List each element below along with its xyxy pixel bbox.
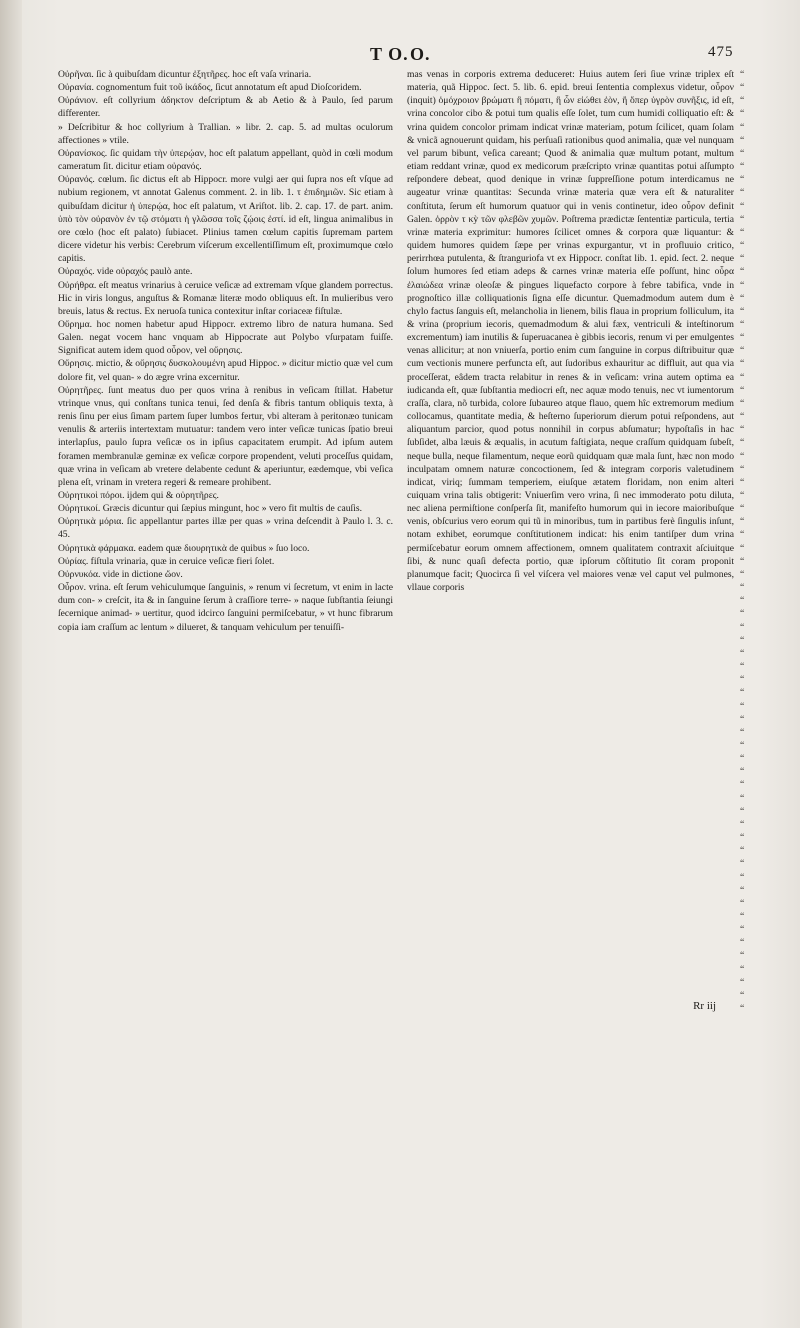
lexicon-entry: Οὐρανός. cœlum. ſic dictus eſt ab Hippocr. more vulgi aer qui ſupra nos eſt vſque ad nubium regionem, vt annotat Galenus comment. 2. in lib. 1. τ ἐπιδημιῶν. Sic etiam à quibuſdam dicitur ἡ ὑπερῴα, hoc eſt palatum, vt Ariſtot. lib. 2. cap. 17. de part. anim. ὑπὸ τὸν οὐρανὸν ἐν τῷ στόματι ἡ γλῶσσα τοῖς ζῴοις ἐστί. id eſt, lingua animalibus in ore cœlo (hoc eſt palato) ſubiacet. Plinius tamen cœlum capitis ſupremam partem dicere videtur his verbis: Cerebrum viſcerum excellentiſſimum eſt, proximumque cœlo capitis. [58,174,393,265]
lexicon-entry: Οὐράνιον. eſt collyrium ἀδηκτον deſcriptum & ab Aetio & à Paulo, ſed parum differenter. [58,95,393,120]
lexicon-entry: Οὐρανίσκος. ſic quidam τὴν ὑπερῴαν, hoc eſt palatum appellant, quòd in cœli modum cameratum ſit. dicitur etiam οὐρανός. [58,147,393,173]
lexicon-entry: Οὐρητικοί. Græcis dicuntur qui ſæpius mingunt, hoc » vero fit multis de cauſis. [58,503,362,515]
lexicon-entry: Οὐρήθρα. eſt meatus vrinarius à ceruice veſicæ ad extremam vſque glandem porrectus. Hic in viris longus, anguſtus & Romanæ literæ modo obliquus eſt. In mulieribus vero breuis, latus & rectus. Ex neruoſa tunica contexitur inſtar coriaceæ fiſtulæ. [58,279,393,317]
lexicon-entry: Οὐρῆναι. ſic à quibuſdam dicuntur ἐξητῆρες. hoc eſt vaſa vrinaria. [58,69,312,80]
lexicon-entry: Οὐρανία. cognomentum fuit τοῦ ἰκάδος, ſicut annotatum eſt apud Dioſcoridem. [58,82,362,94]
lexicon-entry: Οὐρητικὰ φάρμακα. eadem quæ διουρητικὰ de quibus » ſuo loco. [58,542,310,554]
lexicon-entry: Οὐρητῆρες. ſunt meatus duo per quos vrina à renibus in veſicam ſtillat. Habetur vtrinque vnus, qui conſtans tunica tenui, ſed denſa & fibris tantum obliquis texta, à renis ſinu per eius ſimam partem ſuper lumbos fertur, vbi alteram à peritonæo tunicam venulis & arteriis intertextam mutuatur: tandem vero inter veſicæ tunicas ſpatio breui interlapſus, paulo ſupra veſicæ os in ipſius capacitatem erumpit. Ad ipſum autem foramen membranulæ geminæ ex veſicæ corpore propendent, veluti proceſſus quidam, quæ vrina in veſicam ab vretere delabente cedunt & aperiuntur, eædemque, vbi veſica plena eſt, vrinam in vretera regeri & remeare prohibent. [58,384,393,488]
lexicon-entry: Οὖρον. vrina. eſt ſerum vehiculumque ſanguinis, » renum vi ſecretum, vt enim in lacte dum con- » creſcit, ita & in ſanguine ſerum à craſſiore terre- » naque ſubſtantia ſeiungi ſecernique animad- » uertitur, quod idcirco ſanguini permiſcebatur, » vt hunc fibrarum copia iam craſſum ac lentum » dilueret, & tanquam vehiculum per tenuiſſi- [58,582,393,633]
page-number: 475 [708,44,734,60]
lexicon-text: mas venas in corporis extrema deduceret: Huius autem ſeri ſiue vrinæ triplex eſt materia, quã Hippoc. ſect. 5. lib. 6. epid. breui ſententia complexus videtur, οὖρον (inquit) ὁμόχροιον βρώματι ἢ πόματι, ἢ ὧν εἰώθει ἐὸν, ἢ ὅπερ ὑγρὸν συνῆξις, id eſt, vrina concolor cibo & potui tum qualis eſſe ſolet, tum cum humidi colliquatio eſt: & vrina quidem concolor primam indicat vrinæ materiam, potum ſcilicet, quam ſolam & vnicã agnouerunt quidam, his perſuaſi rationibus quod animalia, quæ vel nunquam vel parum bibunt, veſica careant; Quod & animalia quæ multum potant, multum etiam reddant vrinæ, quod ex medicorum præſcripto vrinæ quantitas potui aſſumpto reſpondere debeat, quod denique in vrinæ ſuppreſſione potum interdicamus ne augeatur vrinæ quantitas: Secunda vrinæ materia quæ vera eſt & naturaliter conſtituta, ſerum eſt humorum quatuor qui in venis continetur, ideo οὖρον definit Galen. ὀρρὸν τ κỳ τῶν φλεβῶν χυμῶν. Poſtrema prædictæ ſententiæ particula, tertia vrinæ materia exprimitur: humores ſcilicet omnes & corpora quæ liquantur: & quidem humores quidem ſæpe per vrinas expurgantur, vt in profluuio critico, perirrhœa putulenta, & ſtranguriofa vt ex Hippocr. conſtat lib. 1. epid. ſect. 2. neque ſolum humores ſed etiam adeps & carnes vrinæ materia eſſe poſſunt, hinc οὖρα ἐλαιώδεα vrinæ oleoſæ & pingues liquefacto corpore à febre tabifica, vnde in prognoſtico illæ colliquationis ſigna eſſe dicuntur. Quemadmodum autem dum è chylo factus ſanguis eſt, melancholia in lienem, bilis flaua in proprium folliculum, ita & vrina (proprium iecoris, quemadmodum & alui fæx, ventriculi & inteſtinorum excrementum) iam inutilis & ſuperuacanea è gibbis iecoris, renum vi per emulgentes venas allicitur; at non vniuerſa, portio enim cum ſanguine in corpus diſtribuitur quæ cum vectionis munere perfuncta eſt, aut ſudoribus exhauritur ac diffluit, aut qua via proceſſerat, eâdem tracta relabitur in renes & in veſicam: vrina autem optima ea iudicanda eſt, quæ ſubſtantia mediocri eſt, nec aquæ modo tenuis, nec vt iumentorum craſſa, clara, nõ turbida, colore ſubaureo atque flauo, quem hîc extremorum medium collocamus, quantitate media, & heſterno ſuperiorum dierum potui reſpondens, aut aliquantum parcior, quod potus nonnihil in corpus abſumatur; hypoſtaſis in hac ſubſidet, alba læuis & æqualis, in acutum faſtigiata, neque craſſum quidquam ſubeſt, neque bulla, neque filamentum, neque eorũ quidquam quæ mala ſunt, hæc non modo inculpatam omnem naturæ concoctionem, ſed & integram corporis valetudinem indicat, viriq; ſummam temperiem, eiuſque ætatem floridam, non enim alteri cuiquam vrina talis obtigerit: Vniuerſim vero vrina, ſi nec immoderato potu diluta, nec aliena permiſtione conſperſa ſit, manifeſto humorum qui in iecore maioribuſque venis, obſcurius vero eorum qui tũ in minoribus, tum in partibus ferè ſingulis inſunt, notam exhibet, eorumque conſtitutionem indicat: his enim tantiſper dum vrina permiſcebatur eorum omnem affectionem, omnem qualitatem contraxit aſciuitque ſibi, & nunc quaſi defecta portio, quæ ipſorum cõſtitutio ſit coram proponit planumque facit; Quocirca ſi vel viſcera vel maiores venæ vel caput vel pulmones, vllaue corporis [407,69,734,594]
lexicon-entry: Οὔρημα. hoc nomen habetur apud Hippocr. extremo libro de natura humana. Sed Galen. negat vocem hanc vnquam ab Hippocrate aut Polybo vſurpatam fuiſſe. Significat autem idem quod οὖρον, vel οὔρησις. [58,318,393,357]
lexicon-entry: Οὐρητικὰ μόρια. ſic appellantur partes illæ per quas » vrina deſcendit à Paulo l. 3. c. 45. [58,516,393,541]
running-head-right: O. [410,44,431,64]
lexicon-entry: Οὐρητικοὶ πόροι. ijdem qui & οὐρητῆρες. [58,490,219,501]
signature-mark: Rr iij [693,1000,716,1012]
lexicon-entry: » Deſcribitur & hoc collyrium à Trallian. » libr. 2. cap. 5. ad multas oculorum affectiones » vtile. [58,121,393,146]
right-column [407,68,734,594]
lexicon-entry: Οὔρησις. mictio, & οὔρησις δυσκολουμένη apud Hippoc. » dicitur mictio quæ vel cum dolore fit, vel quan- » do ægre vrina excernitur. [58,358,393,383]
left-column [58,68,393,634]
book-gutter [0,0,22,1328]
marginal-quotation-marks: “ “ “ “ “ “ “ “ “ “ “ “ “ “ “ “ “ “ “ “ “ “ “ “ “ “ “ “ “ “ “ “ “ “ “ “ “ “ “ “ “ “ “ “ “ “ “ “ “ “ “ “ “ “ “ “ “ “ “ “ “ “ “ “ “ “ “ “ “ “ “ “ [740,69,745,1015]
lexicon-entry: Οὐραχός. vide οὐραχός paulò ante. [58,266,193,278]
lexicon-entry: Οὐρίας. fiſtula vrinaria, quæ in ceruice veſicæ fieri ſolet. [58,555,275,567]
lexicon-entry: Οὐρνυκόα. vide in dictione ὤον. [58,568,183,580]
running-head-left: T O. [370,44,409,64]
